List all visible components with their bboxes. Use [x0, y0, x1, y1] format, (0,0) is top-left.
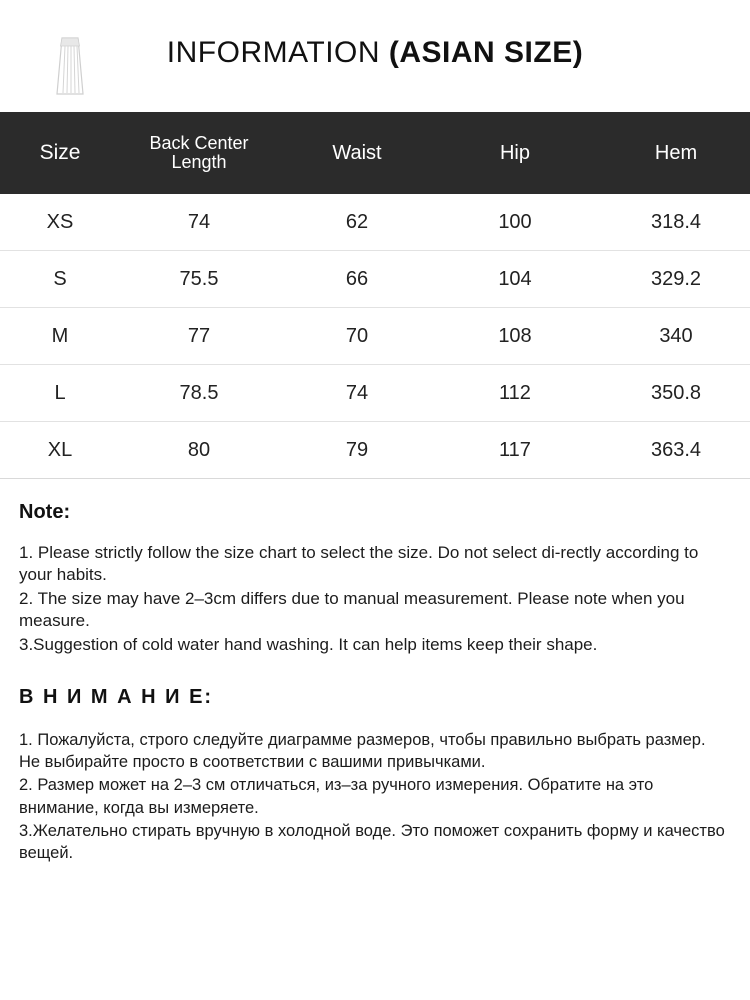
cell-waist: 70 — [278, 308, 436, 365]
cell-waist: 66 — [278, 251, 436, 308]
table-row — [0, 308, 750, 365]
note-line-ru-3: 3.Желательно стирать вручную в холодной воде. Это поможет сохранить форму и качество вещей. — [19, 821, 725, 862]
cell-back-center-length: 80 — [120, 422, 278, 479]
cell-hem: 340 — [594, 308, 750, 365]
cell-waist: 62 — [278, 194, 436, 251]
cell-hip: 100 — [436, 194, 594, 251]
cell-hip: 108 — [436, 308, 594, 365]
note-line-ru-1: 1. Пожалуйста, строго следуйте диаграмме размеров, чтобы правильно выбрать размер. Не выбирайте просто в соответствии с вашими привычками. — [19, 731, 706, 772]
cell-back-center-length: 75.5 — [120, 251, 278, 308]
page-title-bold: (ASIAN SIZE) — [388, 36, 584, 69]
cell-hem: 329.2 — [594, 251, 750, 308]
page-header — [0, 0, 750, 112]
column-header-waist: Waist — [278, 112, 436, 194]
column-header-back-center-length — [120, 112, 278, 194]
note-line-en-2: 2. The size may have 2–3cm differs due to manual measurement. Please note when you measure. — [19, 588, 685, 631]
table-row — [0, 365, 750, 422]
cell-waist: 74 — [278, 365, 436, 422]
cell-size: S — [0, 251, 120, 308]
notes-heading-ru: В Н И М А Н И Е: — [19, 686, 214, 709]
notes-section — [19, 479, 731, 864]
column-header-back-center-length-line1: Back Center — [149, 133, 249, 154]
cell-hip: 104 — [436, 251, 594, 308]
notes-heading-en: Note: — [19, 501, 71, 523]
size-chart-body — [0, 194, 750, 479]
cell-back-center-length: 78.5 — [120, 365, 278, 422]
table-row — [0, 194, 750, 251]
cell-waist: 79 — [278, 422, 436, 479]
cell-hip: 117 — [436, 422, 594, 479]
cell-hem: 363.4 — [594, 422, 750, 479]
cell-size: XL — [0, 422, 120, 479]
note-line-en-1: 1. Please strictly follow the size chart to select the size. Do not select di-rectly according to your habits. — [19, 543, 699, 585]
table-row — [0, 251, 750, 308]
column-header-size: Size — [0, 112, 120, 194]
table-row — [0, 422, 750, 479]
cell-size: XS — [0, 194, 120, 251]
note-line-en-3: 3.Suggestion of cold water hand washing. It can help items keep their shape. — [19, 634, 598, 654]
cell-hem: 318.4 — [594, 194, 750, 251]
size-chart-table — [0, 112, 750, 479]
cell-back-center-length: 77 — [120, 308, 278, 365]
cell-back-center-length: 74 — [120, 194, 278, 251]
cell-size: M — [0, 308, 120, 365]
size-chart-header-row — [0, 112, 750, 194]
cell-hip: 112 — [436, 365, 594, 422]
page-title-light: INFORMATION — [166, 36, 389, 69]
cell-hem: 350.8 — [594, 365, 750, 422]
column-header-hip: Hip — [436, 112, 594, 194]
column-header-back-center-length-line2: Length — [171, 152, 227, 172]
column-header-hem: Hem — [594, 112, 750, 194]
page-title — [0, 36, 750, 70]
cell-size: L — [0, 365, 120, 422]
note-line-ru-2: 2. Размер может на 2–3 см отличаться, из–за ручного измерения. Обратите на это внимание, когда вы измеряете. — [19, 776, 654, 817]
